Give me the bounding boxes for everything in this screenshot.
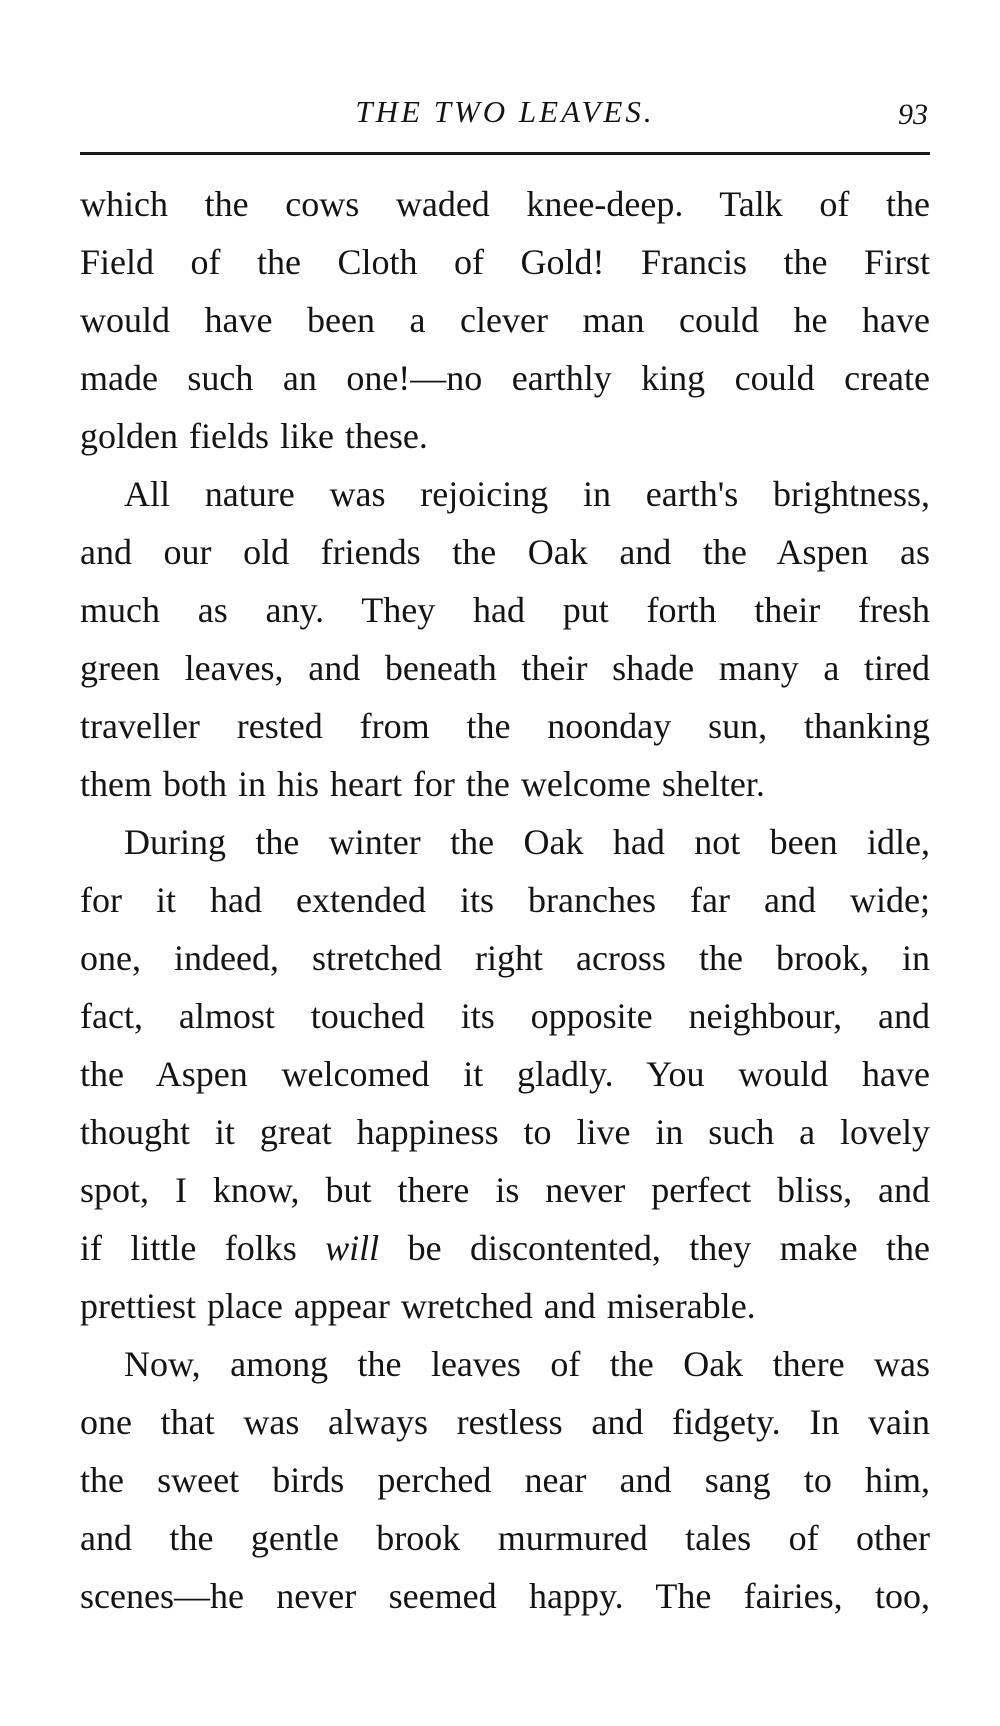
text-line: Now, among the leaves of the Oak there was [124,1344,930,1384]
text-line-part: if little folks [80,1228,326,1268]
text-line: and our old friends the Oak and the Aspen as [80,532,930,572]
text-line: one, indeed, stretched right across the brook, in [80,938,930,978]
text-line: them both in his heart for the welcome shelter. [80,764,765,804]
text-line: and the gentle brook murmured tales of other [80,1518,930,1558]
text-line: one that was always restless and fidgety. In vain [80,1402,930,1442]
running-head [80,88,930,136]
text-line: green leaves, and beneath their shade many a tired [80,648,930,688]
text-line-with-emphasis [80,1219,930,1277]
text-line: made such an one!—no earthly king could create [80,358,930,398]
text-line: would have been a clever man could he have [80,300,930,340]
text-line: the sweet birds perched near and sang to him, [80,1460,930,1500]
text-line: golden fields like these. [80,416,428,456]
text-line: prettiest place appear wretched and miserable. [80,1286,756,1326]
header-rule [80,152,930,155]
text-line: much as any. They had put forth their fresh [80,590,930,630]
text-line: spot, I know, but there is never perfect bliss, and [80,1170,930,1210]
text-line: for it had extended its branches far and wide; [80,880,930,920]
text-line: All nature was rejoicing in earth's brightness, [124,474,930,514]
text-line: the Aspen welcomed it gladly. You would have [80,1054,930,1094]
emphasis-word: will [325,1228,380,1268]
running-title: THE TWO LEAVES. [355,94,655,129]
text-line-part: be discontented, they make the [379,1228,930,1268]
text-line: fact, almost touched its opposite neighbour, and [80,996,930,1036]
text-line: During the winter the Oak had not been idle, [124,822,930,862]
text-line: scenes—he never seemed happy. The fairies, too, [80,1576,930,1616]
text-line: thought it great happiness to live in such a lovely [80,1112,930,1152]
text-line: Field of the Cloth of Gold! Francis the First [80,242,930,282]
page-number: 93 [898,98,928,131]
body-text [80,175,930,1625]
text-line: traveller rested from the noonday sun, thanking [80,706,930,746]
text-line: which the cows waded knee-deep. Talk of the [80,184,930,224]
